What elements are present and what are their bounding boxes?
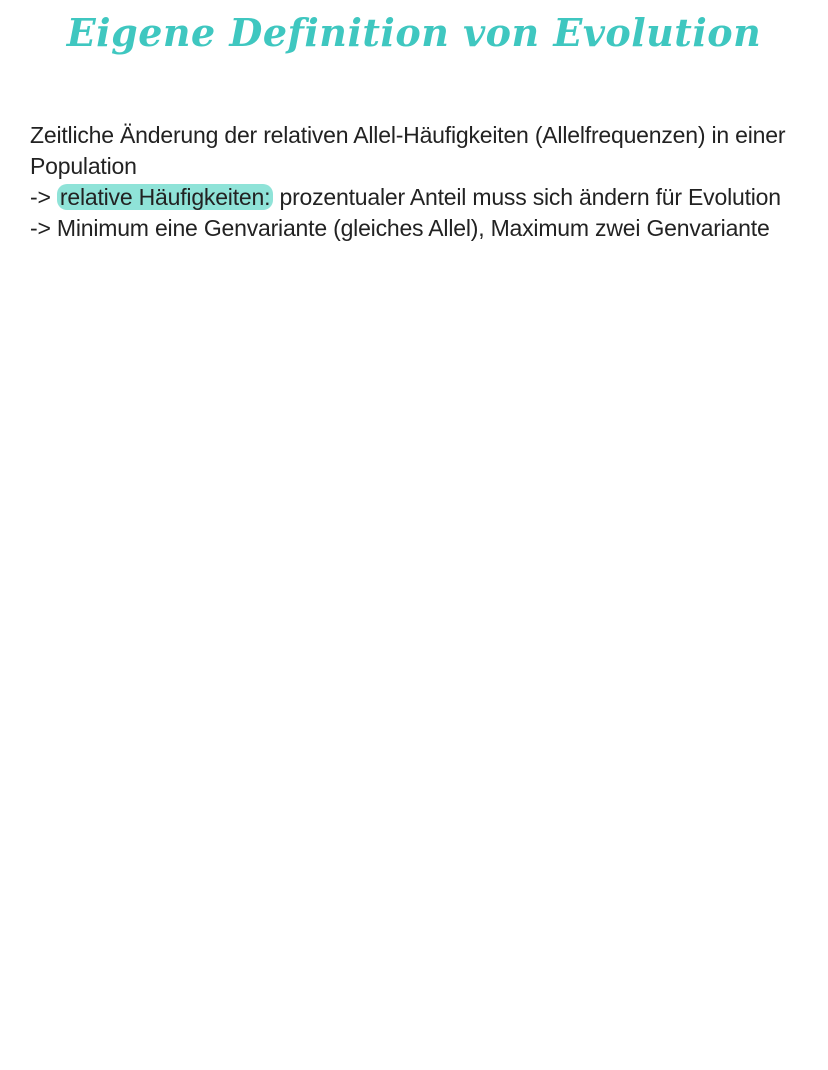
arrow-prefix: -> <box>30 184 57 210</box>
highlighted-term: relative Häufigkeiten: <box>57 184 273 210</box>
document-body <box>30 120 800 244</box>
definition-paragraph: Zeitliche Änderung der relativen Allel-Häufigkeiten (Allelfrequenzen) in einer Population <box>30 122 786 179</box>
gene-variant-note: -> Minimum eine Genvariante (gleiches Allel), Maximum zwei Genvariante <box>30 215 770 241</box>
relative-frequency-note <box>30 182 800 213</box>
note-text: prozentualer Anteil muss sich ändern für Evolution <box>273 184 781 210</box>
page-title: Eigene Definition von Evolution <box>66 10 762 55</box>
